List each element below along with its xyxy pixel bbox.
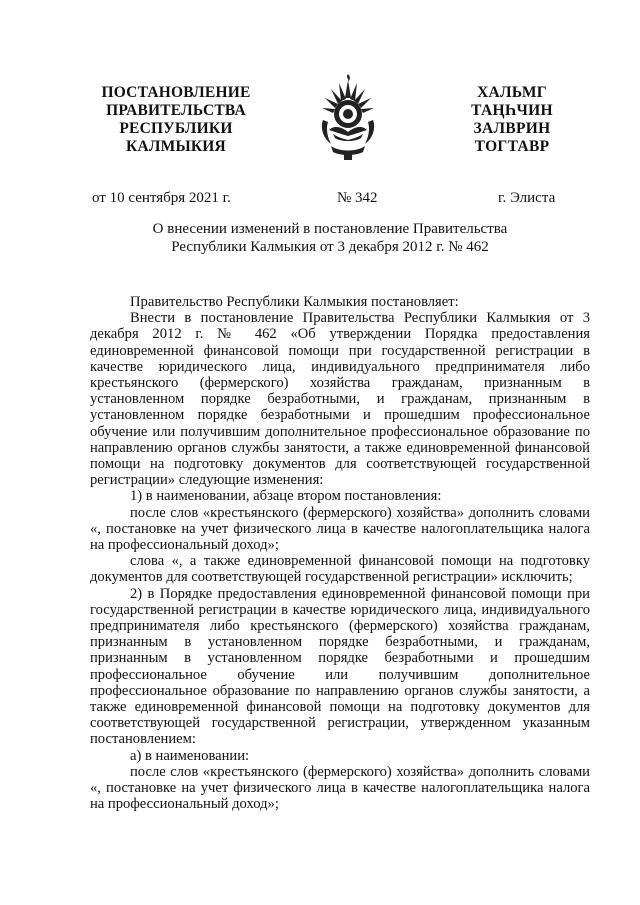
body-paragraph: 1) в наименовании, абзаце втором постановления:: [130, 488, 442, 505]
emblem-of-kalmykia-icon: [317, 72, 379, 164]
header-left-line: ПРАВИТЕЛЬСТВА: [106, 102, 246, 119]
body-paragraph: после слов «крестьянского (фермерского) хозяйства» дополнить словами «, постановке на учет физического лица в качестве налогоплательщика налога на профессиональный доход»;: [90, 504, 590, 554]
header-left-line: КАЛМЫКИЯ: [126, 138, 226, 155]
body-paragraph: после слов «крестьянского (фермерского) хозяйства» дополнить словами «, постановке на учет физического лица в качестве налогоплательщика налога на профессиональный доход»;: [90, 763, 590, 813]
header-right-line: ЗАЛВРИН: [473, 120, 551, 137]
document-date: от 10 сентября 2021 г.: [92, 190, 231, 206]
body-paragraph: Правительство Республики Калмыкия постановляет:: [130, 294, 459, 310]
header-left-line: РЕСПУБЛИКИ: [119, 120, 233, 137]
header-right-line: ТАҢҺЧИН: [471, 102, 553, 119]
document-number: № 342: [337, 190, 378, 206]
header-right-line: ХАЛЬМГ: [477, 84, 547, 101]
header-left-line: ПОСТАНОВЛЕНИЕ: [101, 84, 251, 101]
body-paragraph: Внести в постановление Правительства Республики Калмыкия от 3 декабря 2012 г. № 462 «Об утверждении Порядка предоставления единовременной финансовой помощи при государственной регистрации в качестве юридического лица, индивидуального предпринимателя либо крестьянского (фермерского) хозяйства гражданам, признанным в установленном порядке безработными, и гражданам, признанным в установленном порядке безработными и прошедшим профессиональное обучение или получившим дополнительное профессиональное образование по направлению органов службы занятости, а также единовременной финансовой помощи на подготовку документов для соответствующей государственной регистрации» следующие изменения:: [90, 310, 590, 489]
document-city: г. Элиста: [498, 190, 556, 206]
body-paragraph: слова «, а также единовременной финансовой помощи на подготовку документов для соответствующей государственной регистрации» исключить;: [90, 553, 590, 586]
header-right-line: ТОГТАВР: [474, 138, 550, 155]
header-right-title: [452, 84, 572, 156]
document-title: О внесении изменений в постановление Правительства Республики Калмыкия от 3 декабря 2012 г. № 462: [152, 221, 508, 255]
header-left-title: [96, 84, 256, 156]
document-body: [90, 294, 590, 813]
body-paragraph: 2) в Порядке предоставления единовременной финансовой помощи при государственной регистрации в качестве юридического лица, индивидуального предпринимателя либо крестьянского (фермерского) хозяйства гражданам, признанным в установленном порядке безработными, и гражданам, признанным в установленном порядке безработными и прошедшим профессиональное обучение или получившим дополнительное профессиональное образование по направлению органов службы занятости, а также единовременной финансовой помощи на подготовку документов для соответствующей государственной регистрации, утвержденном указанным постановлением:: [90, 585, 590, 748]
body-paragraph: а) в наименовании:: [130, 747, 250, 764]
